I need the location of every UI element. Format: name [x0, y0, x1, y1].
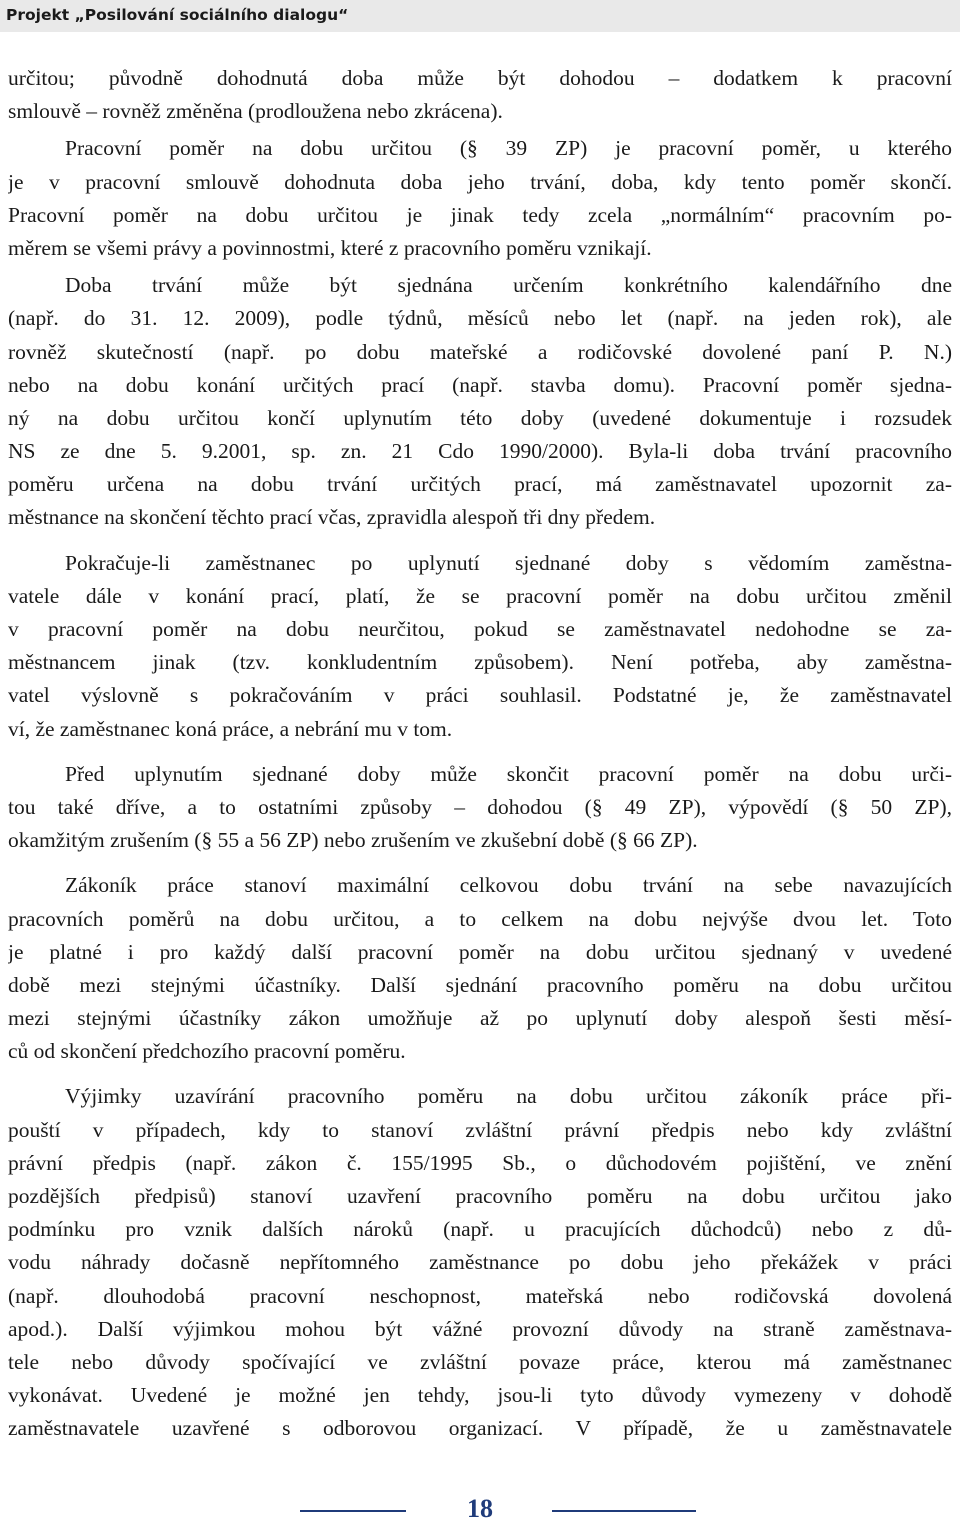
paragraph-1 — [8, 62, 952, 128]
text-line: vykonávat. Uvedené je možné jen tehdy, jsou-li tyto důvody vymezeny v dohodě — [8, 1383, 952, 1408]
text-line: tou také dříve, a to ostatními způsoby – dohodou (§ 49 ZP), výpovědí (§ 50 ZP), — [8, 794, 952, 819]
text-line: určitou; původně dohodnutá doba může být dohodou – dodatkem k pracovní — [8, 66, 952, 90]
text-line: rovněž skutečností (např. po dobu mateřské a rodičovské dovolené paní P. N.) — [8, 339, 952, 364]
page-number: 18 — [467, 1494, 493, 1523]
page-footer — [0, 1490, 960, 1530]
text-line: vatel výslovně s pokračováním v práci souhlasil. Podstatné je, že zaměstnavatel — [8, 683, 952, 708]
text-line: poměru určena na dobu trvání určitých prací, má zaměstnavatel upozornit za- — [8, 472, 952, 497]
text-line: NS ze dne 5. 9.2001, sp. zn. 21 Cdo 1990/2000). Byla-li doba trvání pracovního — [8, 439, 952, 464]
text-line: městnance na skončení těchto prací včas, zpravidla alespoň tři dny předem. — [8, 505, 656, 530]
text-line: tele nebo důvody spočívající ve zvláštní povaze práce, kterou má zaměstnanec — [8, 1349, 952, 1374]
paragraph-5 — [8, 758, 952, 858]
text-line: vodu náhrady dočasně nepřítomného zaměstnance po dobu jeho překážek v práci — [8, 1250, 952, 1275]
text-line: Výjimky uzavírání pracovního poměru na dobu určitou zákoník práce při- — [65, 1084, 952, 1109]
text-line: pozdějších předpisů) stanoví uzavření pracovního poměru na dobu určitou jako — [8, 1184, 952, 1208]
page-header — [0, 0, 960, 32]
text-line: měrem se všemi právy a povinnostmi, které z pracovního poměru vznikají. — [8, 235, 652, 260]
text-line: Pracovní poměr na dobu určitou (§ 39 ZP) je pracovní poměr, u kterého — [65, 136, 952, 161]
text-line: podmínku pro vznik dalších nároků (např. u pracujících důchodců) nebo z dů- — [8, 1217, 952, 1242]
text-line: Zákoník práce stanoví maximální celkovou dobu trvání na sebe navazujících — [65, 873, 952, 898]
text-line: ví, že zaměstnanec koná práce, a nebrání mu v tom. — [8, 716, 453, 741]
text-line: Před uplynutím sjednané doby může skončit pracovní poměr na dobu urči- — [65, 761, 952, 786]
text-line: smlouvě – rovněž změněna (prodloužena nebo zkrácena). — [8, 99, 503, 124]
header-title: Projekt „Posilování sociálního dialogu“ — [6, 6, 349, 24]
text-line: pouští v případech, kdy to stanoví zvláštní právní předpis nebo kdy zvláštní — [8, 1117, 952, 1142]
paragraph-3 — [8, 269, 952, 535]
text-line: Doba trvání může být sjednána určením konkrétního kalendářního dne — [65, 273, 952, 298]
text-line: vatele dále v konání prací, platí, že se pracovní poměr na dobu určitou změnil — [8, 583, 952, 608]
text-line: okamžitým zrušením (§ 55 a 56 ZP) nebo zrušením ve zkušební době (§ 66 ZP). — [8, 828, 698, 853]
text-line: Pokračuje-li zaměstnanec po uplynutí sjednané doby s vědomím zaměstna- — [65, 550, 952, 575]
footer-rule-right — [552, 1510, 696, 1512]
paragraph-4 — [8, 547, 952, 746]
text-line: pracovních poměrů na dobu určitou, a to celkem na dobu nejvýše dvou let. Toto — [8, 906, 952, 931]
paragraph-6 — [8, 869, 952, 1068]
text-line: Pracovní poměr na dobu určitou je jinak tedy zcela „normálním“ pracovním po- — [8, 202, 952, 227]
text-line: v pracovní poměr na dobu neurčitou, pokud se zaměstnavatel nedohodne se za- — [8, 617, 952, 641]
text-line: zaměstnavatele uzavřené s odborovou organizací. V případě, že u zaměstnavatele — [8, 1416, 952, 1441]
text-line: (např. do 31. 12. 2009), podle týdnů, měsíců nebo let (např. na jeden rok), ale — [8, 306, 952, 331]
text-line: ný na dobu určitou končí uplynutím této doby (uvedené dokumentuje i rozsudek — [8, 405, 952, 430]
text-line: nebo na dobu konání určitých prací (např. stavba domu). Pracovní poměr sjedna- — [8, 372, 952, 397]
text-line: době mezi stejnými účastníky. Další sjednání pracovního poměru na dobu určitou — [8, 972, 952, 997]
text-line: ců od skončení předchozího pracovní poměru. — [8, 1039, 406, 1064]
text-line: je v pracovní smlouvě dohodnuta doba jeho trvání, doba, kdy tento poměr skončí. — [8, 169, 952, 194]
text-line: (např. dlouhodobá pracovní neschopnost, mateřská nebo rodičovská dovolená — [8, 1283, 952, 1308]
text-line: právní předpis (např. zákon č. 155/1995 Sb., o důchodovém pojištění, ve znění — [8, 1150, 952, 1175]
text-line: městnancem jinak (tzv. konkludentním způsobem). Není potřeba, aby zaměstna- — [8, 650, 952, 675]
paragraph-2 — [8, 132, 952, 265]
document-body — [8, 62, 952, 1446]
paragraph-7 — [8, 1080, 952, 1445]
text-line: je platné i pro každý další pracovní poměr na dobu určitou sjednaný v uvedené — [8, 939, 952, 964]
text-line: mezi stejnými účastníky zákon umožňuje až po uplynutí doby alespoň šesti měsí- — [8, 1006, 952, 1031]
footer-rule-left — [300, 1510, 406, 1512]
text-line: apod.). Další výjimkou mohou být vážné provozní důvody na straně zaměstnava- — [8, 1316, 952, 1341]
